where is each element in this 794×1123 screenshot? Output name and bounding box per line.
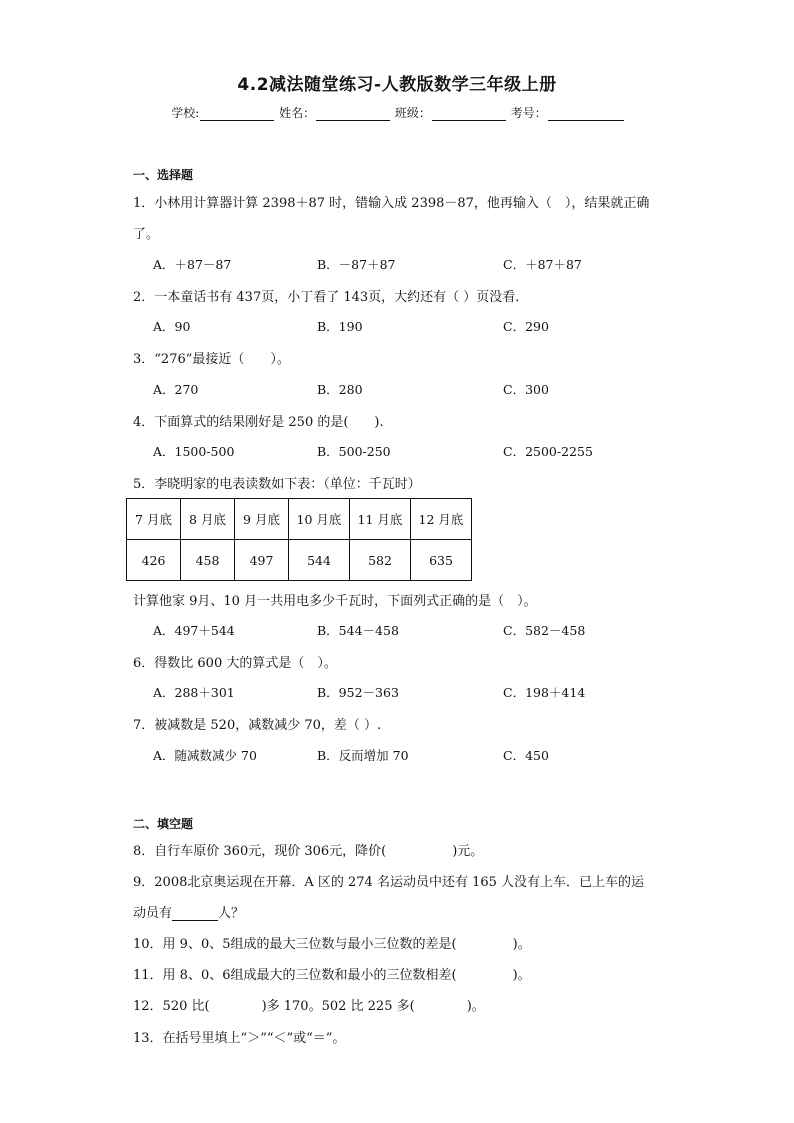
question-3: 3．“276”最接近（ ）。 [133, 352, 290, 367]
table-header-cell: 7 月底 [127, 499, 181, 540]
option-c[interactable]: C．300 [503, 382, 549, 397]
option-b[interactable]: B．－87＋87 [317, 257, 396, 272]
question-9-text: 动员有 [133, 906, 173, 921]
question-8-end: )元。 [452, 844, 484, 859]
table-header-cell: 12 月底 [411, 499, 472, 540]
option-a[interactable]: A．90 [153, 319, 191, 334]
option-c[interactable]: C．450 [503, 748, 549, 763]
table-value-row [127, 540, 472, 581]
option-c[interactable]: C．2500-2255 [503, 444, 593, 459]
question-6-options [153, 683, 713, 701]
option-b[interactable]: B．500-250 [317, 444, 391, 459]
option-b[interactable]: B．反而增加 70 [317, 748, 409, 763]
question-5-options [153, 621, 713, 639]
table-header-row [127, 499, 472, 540]
question-9-end: 人？ [218, 906, 245, 921]
option-b[interactable]: B．544－458 [317, 623, 399, 638]
question-12-text: 12．520 比( [133, 999, 210, 1014]
question-2: 2．一本童话书有 437页，小丁看了 143页，大约还有（ ）页没看． [133, 290, 529, 305]
table-header-cell: 11 月底 [350, 499, 411, 540]
option-a[interactable]: A．497＋544 [153, 623, 235, 638]
student-info-row [0, 104, 794, 121]
question-11 [133, 964, 531, 983]
question-5-prompt: 计算他家 9月、10 月一共用电多少千瓦时，下面列式正确的是（ ）。 [133, 594, 537, 609]
section-choice-heading: 一、选择题 [133, 168, 194, 182]
name-label: 姓名： [279, 106, 316, 120]
option-a[interactable]: A．288＋301 [153, 685, 235, 700]
question-9-line1: 9．2008北京奥运现在开幕．A 区的 274 名运动员中还有 165 人没有上车．已上车的运 [133, 875, 645, 890]
question-4-options [153, 442, 713, 460]
question-12-middle: )多 170。502 比 225 多( [261, 999, 415, 1014]
question-8 [133, 840, 483, 859]
school-label: 学校: [171, 106, 200, 120]
table-cell: 582 [350, 540, 411, 581]
number-blank[interactable] [548, 107, 624, 121]
question-1-options [153, 255, 713, 273]
question-12 [133, 995, 485, 1014]
question-10-text: 10．用 9、0、5组成的最大三位数与最小三位数的差是( [133, 937, 457, 952]
option-c[interactable]: C．198＋414 [503, 685, 586, 700]
question-4: 4．下面算式的结果刚好是 250 的是( ). [133, 415, 384, 430]
meter-reading-table [126, 498, 472, 581]
table-cell: 635 [411, 540, 472, 581]
table-cell: 458 [181, 540, 235, 581]
question-10-end: )。 [512, 937, 531, 952]
question-3-options [153, 380, 713, 398]
option-c[interactable]: C．290 [503, 319, 549, 334]
question-5: 5．李晓明家的电表读数如下表：（单位：千瓦时） [133, 477, 421, 492]
option-c[interactable]: C．582－458 [503, 623, 586, 638]
option-c[interactable]: C．＋87＋87 [503, 257, 582, 272]
section-fill-heading: 二、填空题 [133, 817, 194, 831]
number-label: 考号： [510, 106, 547, 120]
option-a[interactable]: A．270 [153, 382, 199, 397]
table-header-cell: 10 月底 [289, 499, 350, 540]
name-blank[interactable] [316, 107, 390, 121]
option-a[interactable]: A．随减数减少 70 [153, 748, 257, 763]
question-1-line1: 1．小林用计算器计算 2398＋87 时，错输入成 2398－87，他再输入（ ），结果就正确 [133, 196, 650, 211]
option-a[interactable]: A．1500-500 [153, 444, 235, 459]
question-8-text: 8．自行车原价 360元，现价 306元，降价( [133, 844, 387, 859]
table-cell: 544 [289, 540, 350, 581]
page-title: 4.2减法随堂练习-人教版数学三年级上册 [237, 75, 557, 95]
question-13: 13．在括号里填上“＞”“＜”或“＝”。 [133, 1031, 346, 1046]
question-7-options [153, 746, 713, 764]
class-label: 班级： [394, 106, 431, 120]
question-12-end: )。 [466, 999, 485, 1014]
table-cell: 426 [127, 540, 181, 581]
question-11-end: )。 [512, 968, 531, 983]
question-7: 7．被减数是 520，减数减少 70，差（ ）. [133, 718, 382, 733]
option-b[interactable]: B．280 [317, 382, 363, 397]
question-9-line2 [133, 902, 244, 921]
option-b[interactable]: B．952－363 [317, 685, 399, 700]
class-blank[interactable] [432, 107, 506, 121]
table-cell: 497 [235, 540, 289, 581]
question-1-line2: 了。 [133, 227, 160, 242]
answer-blank[interactable] [172, 906, 218, 921]
table-header-cell: 8 月底 [181, 499, 235, 540]
option-a[interactable]: A．＋87－87 [153, 257, 232, 272]
question-6: 6．得数比 600 大的算式是（ ）。 [133, 656, 337, 671]
question-11-text: 11．用 8、0、6组成最大的三位数和最小的三位数相差( [133, 968, 457, 983]
option-b[interactable]: B．190 [317, 319, 363, 334]
school-blank[interactable] [200, 107, 274, 121]
question-10 [133, 933, 531, 952]
question-2-options [153, 317, 713, 335]
table-header-cell: 9 月底 [235, 499, 289, 540]
